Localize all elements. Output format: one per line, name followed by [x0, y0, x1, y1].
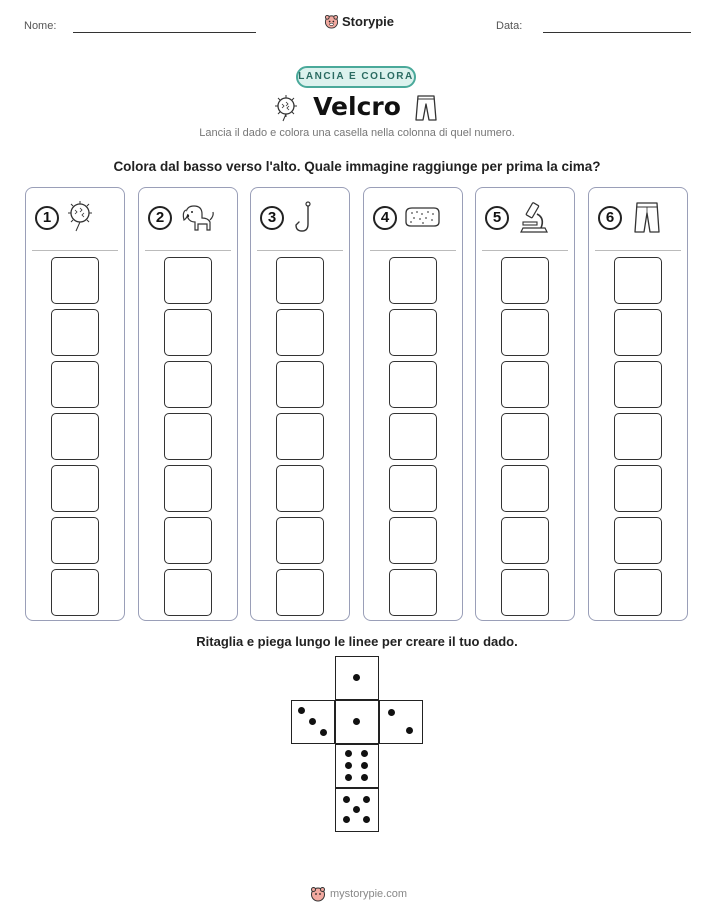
color-box[interactable] [501, 309, 549, 356]
column-divider [257, 250, 343, 251]
dice-face [335, 656, 379, 700]
color-box[interactable] [276, 309, 324, 356]
color-box[interactable] [164, 517, 212, 564]
color-box[interactable] [614, 413, 662, 460]
velcro-burr-icon [65, 200, 103, 236]
color-box[interactable] [614, 569, 662, 616]
color-box[interactable] [51, 257, 99, 304]
column-number: 1 [35, 206, 59, 230]
dice-instruction: Ritaglia e piega lungo le linee per creare il tuo dado. [196, 634, 518, 649]
column-1 [25, 187, 125, 621]
color-box[interactable] [614, 465, 662, 512]
color-box[interactable] [51, 569, 99, 616]
column-header [485, 200, 553, 236]
color-box[interactable] [51, 309, 99, 356]
pants-icon [628, 200, 666, 236]
page-title: Velcro [313, 92, 401, 121]
color-box[interactable] [501, 465, 549, 512]
brand-name: Storypie [342, 14, 395, 29]
column-divider [145, 250, 231, 251]
color-box[interactable] [51, 517, 99, 564]
dice-pip [361, 750, 368, 757]
sponge-icon [403, 200, 441, 236]
column-header [35, 200, 103, 236]
dice-pip [361, 774, 368, 781]
footer-url: mystorypie.com [330, 888, 408, 900]
column-number: 4 [373, 206, 397, 230]
storypie-mascot-icon [324, 14, 339, 29]
microscope-icon [515, 200, 553, 236]
storypie-mascot-icon [310, 886, 326, 902]
dice-pip [309, 718, 316, 725]
dice-face [335, 700, 379, 744]
dice-pip [320, 729, 327, 736]
brand-logo [324, 14, 394, 29]
dice-face [335, 788, 379, 832]
color-box[interactable] [501, 257, 549, 304]
column-4 [363, 187, 463, 621]
fish-hook-icon [290, 200, 328, 236]
column-divider [482, 250, 568, 251]
dice-pip [343, 816, 350, 823]
column-number: 6 [598, 206, 622, 230]
pants-icon [413, 94, 439, 122]
color-box[interactable] [164, 569, 212, 616]
color-box[interactable] [389, 465, 437, 512]
color-box[interactable] [501, 361, 549, 408]
color-box[interactable] [389, 517, 437, 564]
column-number: 2 [148, 206, 172, 230]
color-box[interactable] [501, 569, 549, 616]
dice-pip [361, 762, 368, 769]
dice-pip [406, 727, 413, 734]
dice-pip [298, 707, 305, 714]
color-box[interactable] [389, 569, 437, 616]
column-2 [138, 187, 238, 621]
color-box[interactable] [389, 413, 437, 460]
dice-face [335, 744, 379, 788]
column-5 [475, 187, 575, 621]
dice-pip [345, 750, 352, 757]
color-box[interactable] [276, 517, 324, 564]
color-box[interactable] [276, 257, 324, 304]
column-divider [370, 250, 456, 251]
column-divider [32, 250, 118, 251]
color-box[interactable] [164, 465, 212, 512]
dice-pip [343, 796, 350, 803]
subtitle: Lancia il dado e colora una casella nella colonna di quel numero. [199, 127, 515, 139]
dice-pip [363, 816, 370, 823]
color-box[interactable] [276, 569, 324, 616]
color-box[interactable] [614, 361, 662, 408]
color-box[interactable] [164, 413, 212, 460]
column-6 [588, 187, 688, 621]
column-number: 3 [260, 206, 284, 230]
name-label: Nome: [24, 20, 57, 32]
dice-pip [363, 796, 370, 803]
column-header [373, 200, 441, 236]
activity-badge: LANCIA E COLORA [296, 66, 416, 88]
color-box[interactable] [51, 413, 99, 460]
color-box[interactable] [501, 413, 549, 460]
instruction: Colora dal basso verso l'alto. Quale immagine raggiunge per prima la cima? [113, 159, 601, 174]
name-line[interactable] [73, 32, 256, 33]
dice-pip [353, 674, 360, 681]
column-header [260, 200, 328, 236]
color-box[interactable] [614, 309, 662, 356]
color-box[interactable] [276, 465, 324, 512]
column-divider [595, 250, 681, 251]
color-box[interactable] [276, 361, 324, 408]
date-label: Data: [496, 20, 523, 32]
color-box[interactable] [164, 361, 212, 408]
footer [310, 886, 407, 902]
color-box[interactable] [51, 465, 99, 512]
dice-pip [353, 718, 360, 725]
dice-pip [345, 762, 352, 769]
color-box[interactable] [276, 413, 324, 460]
dice-face [379, 700, 423, 744]
date-line[interactable] [543, 32, 691, 33]
dice-face [291, 700, 335, 744]
color-box[interactable] [389, 309, 437, 356]
color-box[interactable] [389, 361, 437, 408]
column-3 [250, 187, 350, 621]
color-box[interactable] [614, 257, 662, 304]
column-header [598, 200, 666, 236]
color-box[interactable] [51, 361, 99, 408]
color-box[interactable] [614, 517, 662, 564]
dice-pip [388, 709, 395, 716]
dice-pip [345, 774, 352, 781]
color-box[interactable] [389, 257, 437, 304]
color-box[interactable] [164, 257, 212, 304]
color-box[interactable] [501, 517, 549, 564]
dice-pip [353, 806, 360, 813]
column-header [148, 200, 216, 236]
column-number: 5 [485, 206, 509, 230]
dog-icon [178, 200, 216, 236]
color-box[interactable] [164, 309, 212, 356]
